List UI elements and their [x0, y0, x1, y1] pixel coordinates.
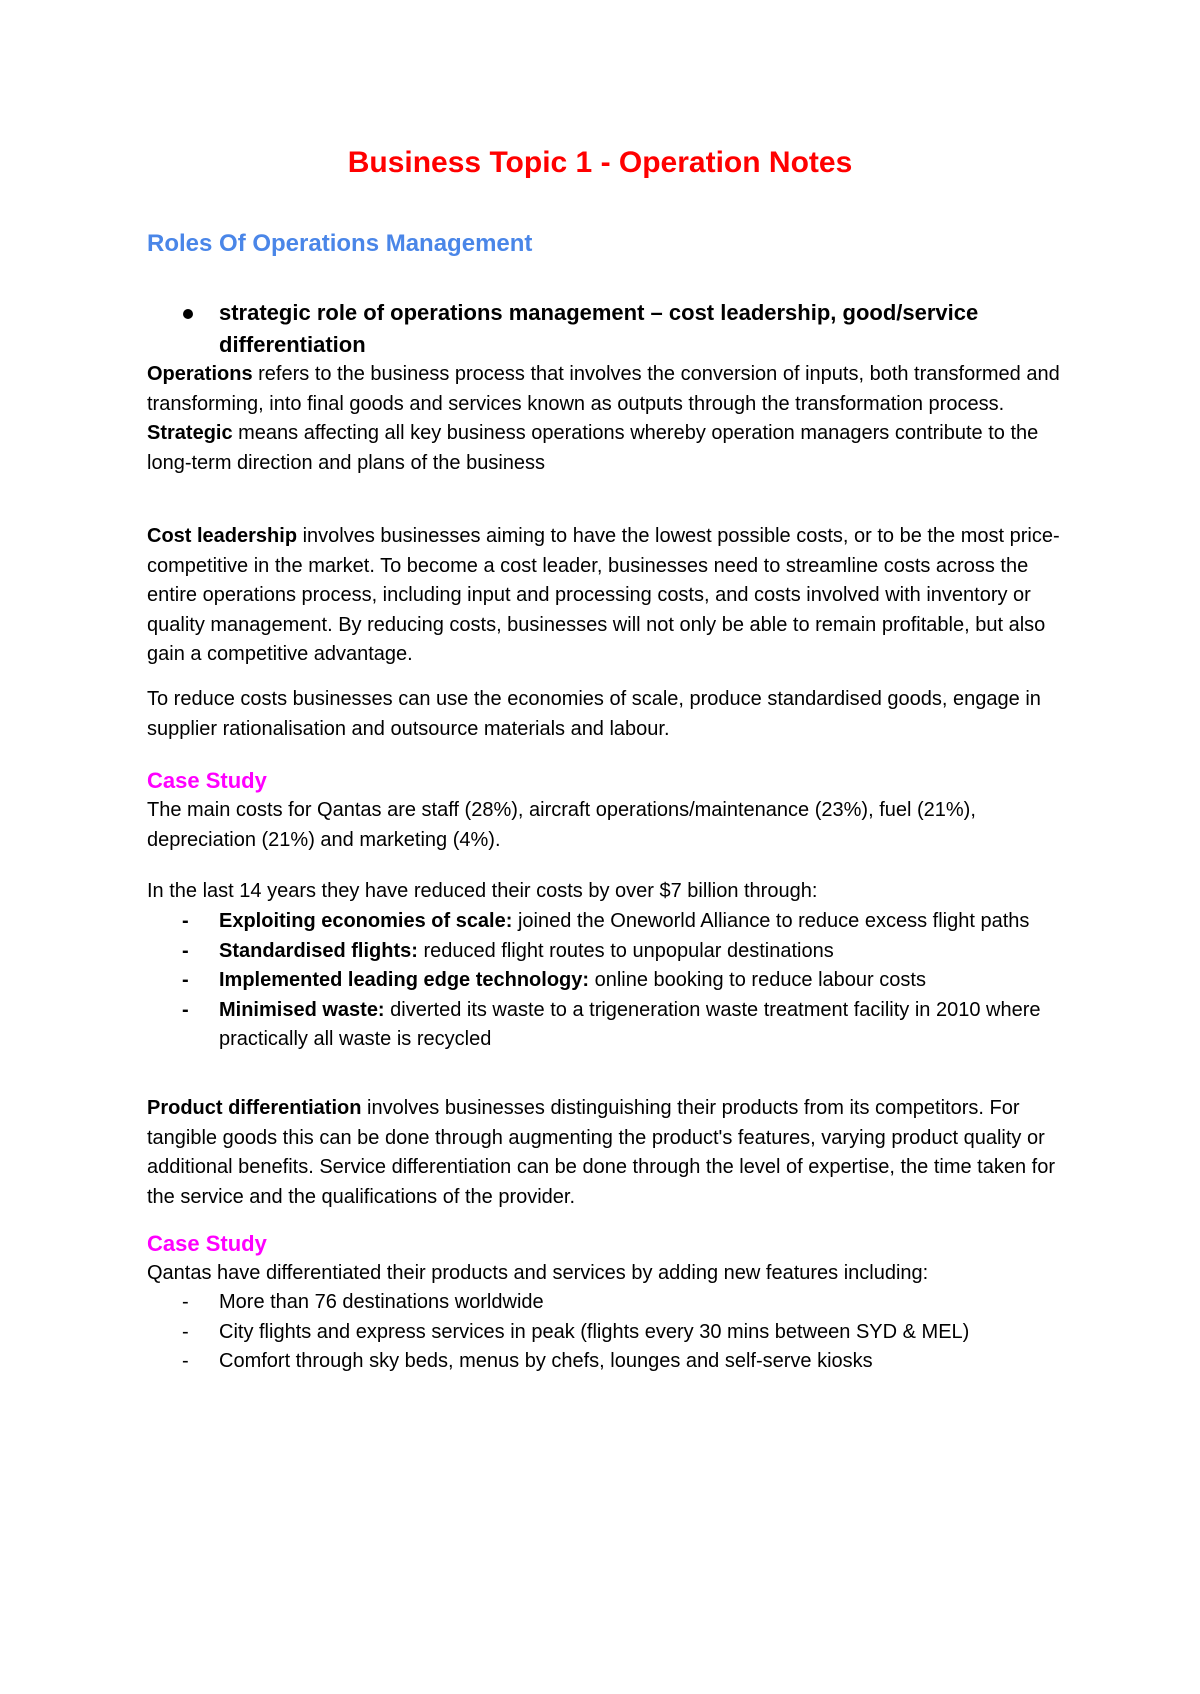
- list-item: [182, 1347, 1062, 1377]
- list-item: [182, 966, 1062, 996]
- list-item: [182, 937, 1062, 967]
- bullet-icon: [183, 309, 193, 319]
- item-text: diverted its waste to a trigeneration waste treatment facility in 2010 where practically all waste is recycled: [219, 998, 1041, 1050]
- reduce-costs-paragraph: To reduce costs businesses can use the economies of scale, produce standardised goods, engage in supplier rationalisation and outsource materials and labour.: [147, 688, 1041, 740]
- item-term: Implemented leading edge technology:: [219, 969, 590, 991]
- dash-marker: -: [182, 1291, 189, 1313]
- case-study-text: The main costs for Qantas are staff (28%), aircraft operations/maintenance (23%), fuel (21%), depreciation (21%) and marketing (4%).: [147, 799, 976, 851]
- cost-leadership-paragraph: [147, 522, 1067, 670]
- item-text: Comfort through sky beds, menus by chefs, lounges and self-serve kiosks: [219, 1350, 873, 1372]
- section-heading: Roles Of Operations Management: [147, 230, 533, 257]
- differentiation-list: [182, 1288, 1062, 1377]
- item-term: Standardised flights:: [219, 939, 418, 962]
- case-study-heading: Case Study: [147, 768, 267, 793]
- list-item: [182, 907, 1062, 937]
- term: Strategic: [147, 422, 233, 444]
- dash-marker: -: [182, 1350, 189, 1372]
- bullet-list: [183, 297, 1063, 361]
- item-term: Minimised waste:: [219, 998, 385, 1021]
- case-study-heading: Case Study: [147, 1231, 267, 1256]
- list-item: [182, 1288, 1062, 1318]
- definition-text: involves businesses aiming to have the lowest possible costs, or to be the most price-competitive in the market. To become a cost leader, businesses need to streamline costs across the entire operations process, including input and processing costs, and costs involved with inventory or quality management. By reducing costs, businesses will not only be able to remain profitable, but also gain a competitive advantage.: [147, 525, 1060, 665]
- dash-marker: -: [182, 939, 189, 962]
- term: Cost leadership: [147, 525, 298, 547]
- item-text: City flights and express services in peak (flights every 30 mins between SYD & MEL): [219, 1320, 970, 1343]
- bullet-text: strategic role of operations management – cost leadership, good/service differentiation: [219, 300, 979, 357]
- dash-marker: -: [182, 910, 189, 932]
- item-text: reduced flight routes to unpopular destinations: [417, 939, 834, 962]
- item-text: joined the Oneworld Alliance to reduce excess flight paths: [512, 910, 1030, 932]
- dash-marker: -: [182, 1320, 189, 1343]
- term: Operations: [147, 363, 253, 385]
- page-title: Business Topic 1 - Operation Notes: [347, 146, 853, 179]
- dash-marker: -: [182, 998, 189, 1021]
- list-item: [183, 297, 1063, 361]
- item-text: online booking to reduce labour costs: [589, 969, 926, 991]
- definition-text: refers to the business process that involves the conversion of inputs, both transformed and transforming, into final goods and services known as outputs through the transformation process.: [147, 363, 1060, 415]
- term: Product differentiation: [147, 1097, 362, 1119]
- item-term: Exploiting economies of scale:: [219, 910, 513, 932]
- product-differentiation-paragraph: [147, 1094, 1067, 1212]
- case-study-intro: Qantas have differentiated their products and services by adding new features including:: [147, 1262, 929, 1284]
- item-text: More than 76 destinations worldwide: [219, 1291, 544, 1313]
- definition-text: involves businesses distinguishing their products from its competitors. For tangible goods this can be done through augmenting the product's features, varying product quality or additional benefits. Service differentiation can be done through the level of expertise, the time taken for the service and the qualifications of the provider.: [147, 1097, 1055, 1208]
- cost-reduction-list: [182, 907, 1062, 1055]
- dash-marker: -: [182, 969, 189, 991]
- case-study-intro: In the last 14 years they have reduced their costs by over $7 billion through:: [147, 880, 818, 902]
- operations-definition: [147, 360, 1067, 478]
- list-item: [182, 996, 1062, 1055]
- definition-text: means affecting all key business operations whereby operation managers contribute to the long-term direction and plans of the business: [147, 422, 1039, 474]
- list-item: [182, 1318, 1062, 1348]
